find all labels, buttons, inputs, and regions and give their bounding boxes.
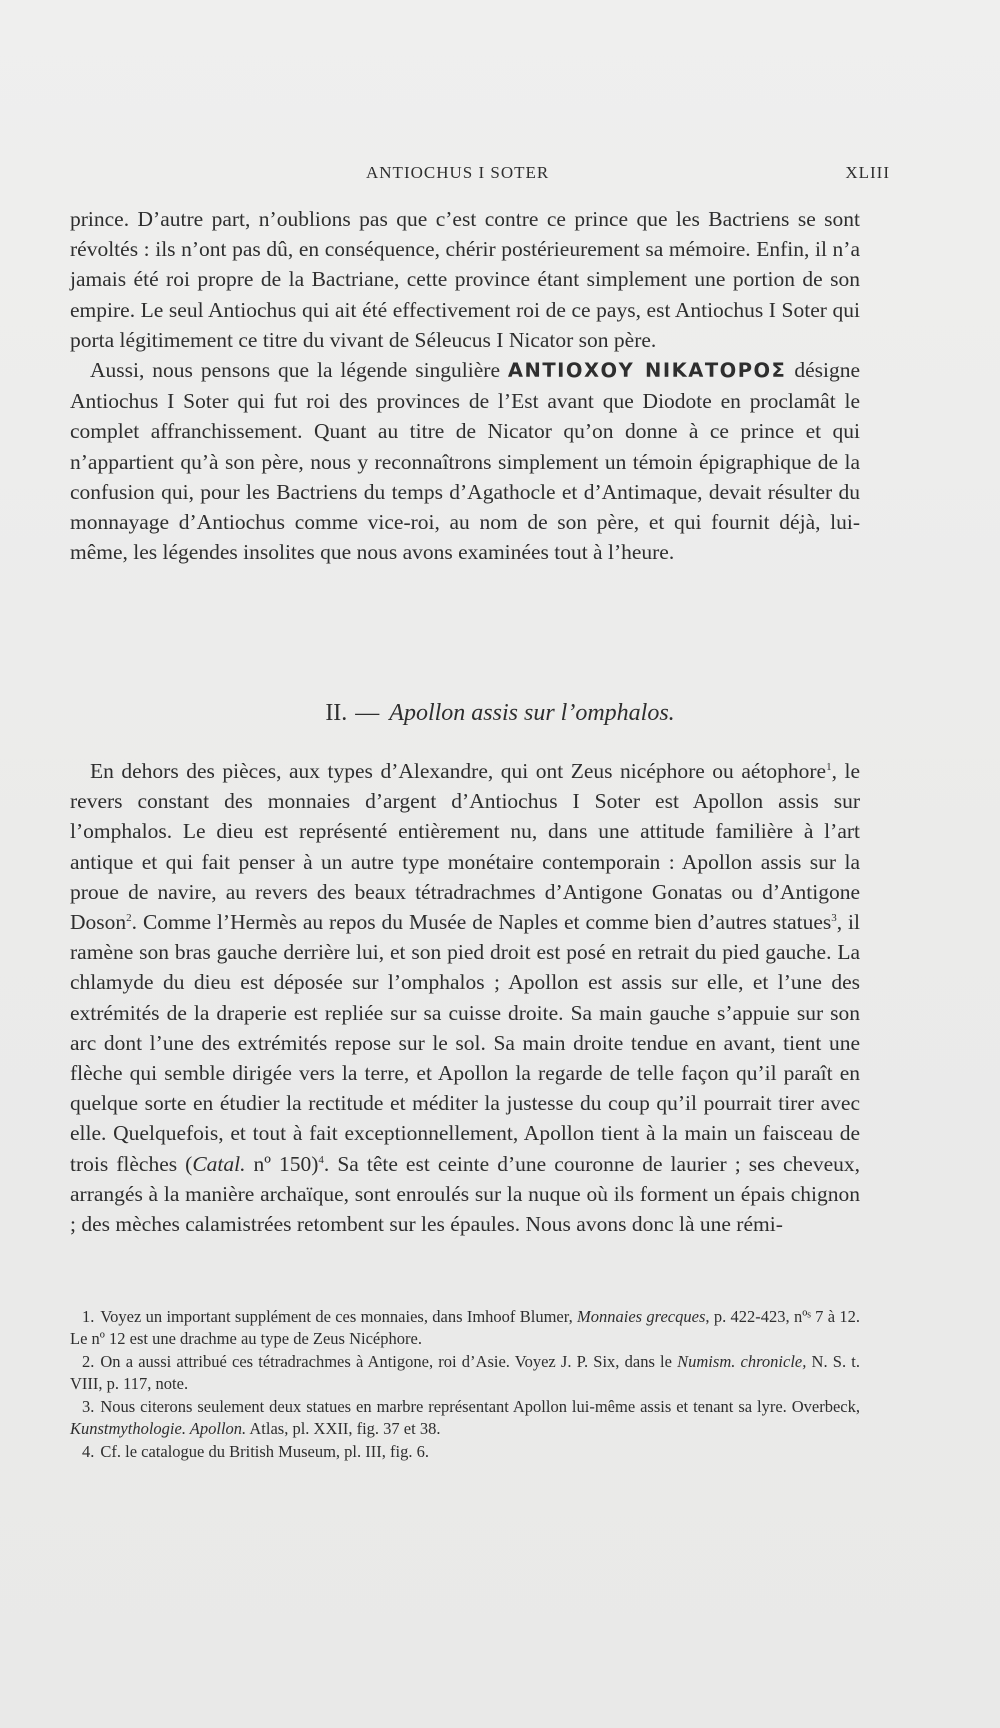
- running-head-title: ANTIOCHUS I SOTER: [366, 163, 550, 182]
- footnote-italic: Kunstmythologie. Apollon.: [70, 1418, 247, 1438]
- footnotes: [70, 1306, 860, 1465]
- paragraph-text: , le revers constant des monnaies d’argent d’Antiochus I Soter est Apollon assis sur l’omphalos. Le dieu est représenté entièrement nu, dans une attitude familière à l’art antique et qui fait penser à un autre type monétaire contemporain : Apollon assis sur la proue de navire, au revers des beaux tétradrachmes d’Antigone Gonatas ou d’Antigone Doson: [70, 759, 860, 935]
- footnote-number: 3.: [82, 1397, 95, 1416]
- footnote-number: 4.: [82, 1442, 95, 1461]
- paragraph-text: Aussi, nous pensons que la légende singulière: [90, 358, 508, 383]
- footnote-text: Nous citerons seulement deux statues en marbre représentant Apollon lui-même assis et tenant sa lyre. Overbeck,: [100, 1397, 860, 1416]
- running-head: [70, 163, 890, 187]
- section-heading: [0, 700, 1000, 727]
- footnote-text: N. S. t. VIII, p. 117, note.: [70, 1352, 860, 1393]
- paragraph-legend: [70, 355, 860, 567]
- footnote: [70, 1351, 860, 1394]
- section-dash: —: [355, 700, 380, 726]
- paragraph-text: . Sa tête est ceinte d’une couronne de laurier ; ses cheveux, arrangés à la manière archaïque, sont enroulés sur la nuque où ils forment un épais chignon ; des mèches calamistrées retombent sur les épaules. Nous avons donc là une rémi-: [70, 1151, 861, 1237]
- paragraph-text: désigne Antiochus I Soter qui fut roi des provinces de l’Est avant que Diodote en proclamât le complet affranchissement. Quant au titre de Nicator qu’on donne à ce prince et qui n’appartient qu’à son père, nous y reconnaîtrons simplement un témoin épigraphique de la confusion qui, pour les Bactriens du temps d’Agathocle et d’Antimaque, devait résulter du monnayage d’Antiochus comme vice-roi, au nom de son père, et qui fournit déjà, lui-même, les légendes insolites que nous avons examinées tout à l’heure.: [70, 358, 860, 565]
- footnote-italic: Numism. chronicle,: [677, 1352, 807, 1371]
- footnote-number: 1.: [82, 1307, 95, 1326]
- section-title: Apollon assis sur l’omphalos.: [389, 700, 675, 726]
- footnote: [70, 1396, 860, 1439]
- footnote-text: Voyez un important supplément de ces monnaies, dans Imhoof Blumer,: [100, 1307, 578, 1326]
- text-block-section: [70, 756, 860, 1239]
- catalogue-reference: Catal.: [192, 1151, 246, 1176]
- paragraph-continued: prince. D’autre part, n’oublions pas que c’est contre ce prince que les Bactriens se sont révoltés : ils n’ont pas dû, en conséquence, chérir postérieurement sa mémoire. Enfin, il n’a jamais été roi propre de la Bactriane, cette province étant simplement une portion de son empire. Le seul Antiochus qui ait été effectivement roi de ce pays, est Antiochus I Soter qui porta légitimement ce titre du vivant de Séleucus I Nicator son père.: [70, 207, 860, 352]
- footnote-ref-2[interactable]: 2: [126, 911, 132, 924]
- footnote: [70, 1441, 860, 1463]
- footnote-text: Cf. le catalogue du British Museum, pl. III, fig. 6.: [100, 1442, 429, 1461]
- paragraph-text: nº 150): [245, 1151, 319, 1176]
- greek-legend: ΑΝΤΙΟΧΟΥ ΝΙΚΑΤΟΡΟΣ: [507, 359, 787, 383]
- paragraph-apollon: [70, 756, 860, 1239]
- section-number: II.: [325, 700, 348, 726]
- paragraph-text: En dehors des pièces, aux types d’Alexandre, qui ont Zeus nicéphore ou aétophore: [90, 759, 827, 783]
- page-number: XLIII: [845, 163, 890, 182]
- paragraph-text: . Comme l’Hermès au repos du Musée de Naples et comme bien d’autres statues: [131, 910, 832, 935]
- footnote-text: On a aussi attribué ces tétradrachmes à Antigone, roi d’Asie. Voyez J. P. Six, dans le: [100, 1352, 678, 1371]
- footnote-italic: Monnaies grecques: [577, 1307, 706, 1326]
- footnote-ref-4[interactable]: 4: [318, 1153, 324, 1166]
- footnote-number: 2.: [82, 1352, 95, 1371]
- footnote: [70, 1306, 860, 1349]
- footnote-ref-1[interactable]: 1: [826, 760, 832, 773]
- paragraph-text: , il ramène son bras gauche derrière lui, et son pied droit est posé en retrait du pied gauche. La chlamyde du dieu est déposée sur l’omphalos ; Apollon est assis sur elle, et l’une des extrémités de la draperie est repliée sur sa cuisse droite. Sa main gauche s’appuie sur son arc dont l’une des extrémités repose sur le sol. Sa main droite tendue en avant, tient une flèche qui semble dirigée vers la terre, et Apollon la regarde de telle façon qu’il paraît en quelque sorte en étudier la rectitude et méditer la justesse du coup qu’il pourrait tirer avec elle. Quelquefois, et tout à fait exceptionnellement, Apollon tient à la main un faisceau de trois flèches (: [70, 910, 861, 1176]
- footnote-text: Atlas, pl. XXII, fig. 37 et 38.: [246, 1418, 441, 1438]
- text-block-top: [70, 204, 860, 567]
- footnote-ref-3[interactable]: 3: [831, 911, 837, 924]
- footnote-text: , p. 422-423, nºˢ 7 à 12. Le nº 12 est une drachme au type de Zeus Nicéphore.: [70, 1307, 860, 1348]
